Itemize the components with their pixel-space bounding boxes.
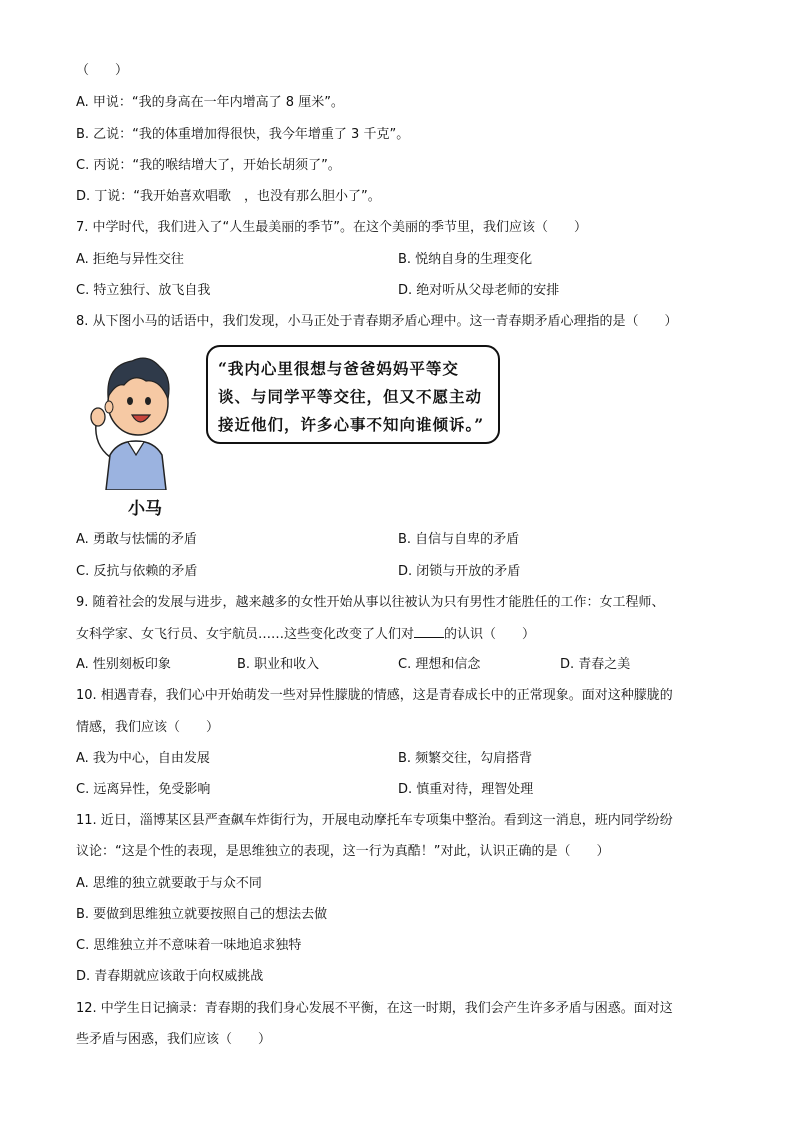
q9-stem-part-1: 女科学家、女飞行员、女宇航员……这些变化改变了人们对 [76, 627, 415, 642]
q9-stem-line-1: 9. 随着社会的发展与进步，越来越多的女性开始从事以往被认为只有男性才能胜任的工作：女工程师、 [76, 595, 665, 610]
speech-line-2: 谈、与同学平等交往，但又不愿主动 [218, 387, 483, 406]
figure-caption: 小马 [128, 499, 162, 519]
speech-line-1: “我内心里很想与爸爸妈妈平等交 [218, 359, 459, 378]
q6-option-d: D. 丁说：“我开始喜欢唱歌 ，也没有那么胆小了”。 [76, 189, 381, 204]
q9-option-d: D. 青春之美 [560, 657, 631, 672]
speech-text [218, 355, 493, 439]
speech-line-3: 接近他们，许多心事不知向谁倾诉。” [218, 415, 485, 434]
q7-option-b: B. 悦纳自身的生理变化 [398, 252, 533, 267]
q10-stem-line-1: 10. 相遇青春，我们心中开始萌发一些对异性朦胧的情感，这是青春成长中的正常现象。面对这种朦胧的 [76, 688, 673, 703]
q9-option-a: A. 性别刻板印象 [76, 657, 171, 672]
q7-option-c: C. 特立独行、放飞自我 [76, 283, 211, 298]
q6-option-a: A. 甲说：“我的身高在一年内增高了 8 厘米”。 [76, 95, 344, 110]
q9-option-c: C. 理想和信念 [398, 657, 481, 672]
q11-option-c: C. 思维独立并不意味着一味地追求独特 [76, 938, 302, 953]
q7-option-d: D. 绝对听从父母老师的安排 [398, 283, 560, 298]
q8-option-d: D. 闭锁与开放的矛盾 [398, 564, 521, 579]
q11-stem-line-2: 议论：“这是个性的表现，是思维独立的表现，这一行为真酷！”对此，认识正确的是（ ） [76, 844, 610, 859]
q10-stem-line-2: 情感，我们应该（ ） [76, 720, 220, 735]
q12-stem-line-2: 些矛盾与困惑，我们应该（ ） [76, 1032, 272, 1047]
q6-option-c: C. 丙说：“我的喉结增大了，开始长胡须了”。 [76, 158, 341, 173]
q10-option-b: B. 频繁交往，勾肩搭背 [398, 751, 533, 766]
q11-stem-line-1: 11. 近日，淄博某区县严查飙车炸街行为，开展电动摩托车专项集中整治。看到这一消息，班内同学纷纷 [76, 813, 673, 828]
q10-option-c: C. 远离异性，免受影响 [76, 782, 211, 797]
q11-option-d: D. 青春期就应该敢于向权威挑战 [76, 969, 264, 984]
q7-option-a: A. 拒绝与异性交往 [76, 252, 184, 267]
q6-paren: （ ） [76, 63, 129, 78]
q10-option-d: D. 慎重对待，理智处理 [398, 782, 534, 797]
q7-stem: 7. 中学时代，我们进入了“人生最美丽的季节”。在这个美丽的季节里，我们应该（ ） [76, 220, 588, 235]
q8-option-a: A. 勇敢与怯懦的矛盾 [76, 532, 197, 547]
q11-option-a: A. 思维的独立就要敢于与众不同 [76, 876, 262, 891]
q8-stem: 8. 从下图小马的话语中，我们发现，小马正处于青春期矛盾心理中。这一青春期矛盾心理指的是（ ） [76, 314, 678, 329]
q8-option-c: C. 反抗与依赖的矛盾 [76, 564, 198, 579]
q9-blank [414, 625, 444, 638]
q10-option-a: A. 我为中心，自由发展 [76, 751, 210, 766]
q11-option-b: B. 要做到思维独立就要按照自己的想法去做 [76, 907, 328, 922]
boy-illustration [88, 345, 184, 494]
q8-option-b: B. 自信与自卑的矛盾 [398, 532, 520, 547]
q6-option-b: B. 乙说：“我的体重增加得很快，我今年增重了 3 千克”。 [76, 127, 410, 142]
q9-stem-part-2: 的认识（ ） [444, 627, 536, 642]
q12-stem-line-1: 12. 中学生日记摘录：青春期的我们身心发展不平衡，在这一时期，我们会产生许多矛盾与困惑。面对这 [76, 1001, 673, 1016]
q9-option-b: B. 职业和收入 [237, 657, 320, 672]
q9-stem-line-2 [76, 625, 535, 644]
